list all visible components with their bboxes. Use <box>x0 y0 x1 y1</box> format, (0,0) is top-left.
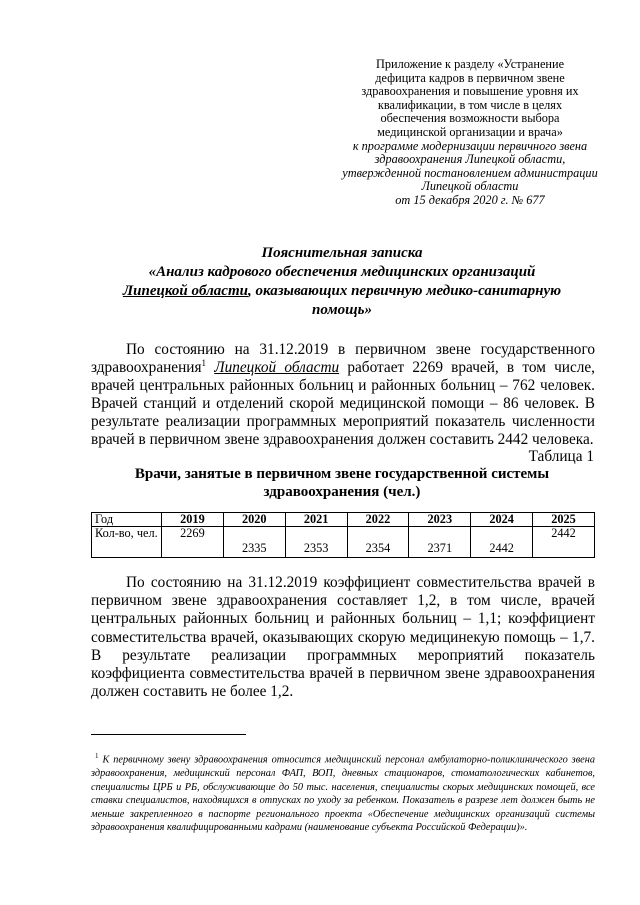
document-title <box>92 244 592 320</box>
title-line-4: помощь» <box>312 302 372 318</box>
paragraph-1-start: По состоянию на 31.12.2019 в первичном звене государственного здравоохранения <box>91 341 595 377</box>
value-cell: 2371 <box>409 527 471 558</box>
appendix-line: квалификации, в том числе в целях <box>377 97 563 112</box>
value-cell: 2354 <box>347 527 409 558</box>
appendix-line: дефицита кадров в первичном звене <box>375 70 565 85</box>
region-name: Липецкой области <box>214 359 340 377</box>
table-number: Таблица 1 <box>528 448 594 465</box>
appendix-plain-block <box>336 58 604 140</box>
header-cell: 2023 <box>409 513 471 527</box>
header-cell: 2020 <box>223 513 285 527</box>
table-header-row <box>92 513 595 527</box>
title-line-3-rest: , оказывающих первичную медико-санитарную <box>247 283 562 299</box>
title-region: Липецкой области <box>122 283 248 299</box>
title-line-3 <box>92 282 592 301</box>
table-title-line-2: здравоохранения (чел.) <box>263 484 421 500</box>
value-cell: 2353 <box>285 527 347 558</box>
value-cell: 2442 <box>471 527 533 558</box>
header-cell: 2024 <box>471 513 533 527</box>
appendix-heading <box>336 58 604 208</box>
table-title-line-1: Врачи, занятые в первичном звене государственной системы <box>134 466 550 482</box>
table-title <box>92 465 592 501</box>
paragraph-2: По состоянию на 31.12.2019 коэффициент совместительства врачей в первичном звене здравоохранения составляет 1,2, в том числе, врачей центральных районных больниц и районных больниц – 1,1; коэффициент совместительства врачей, оказывающих скорую медицинекую помощь – 1,7. В результате реализации программных мероприятий показатель коэффициента совместительства врачей в первичном звене здравоохранения должен составить не более 1,2. <box>91 574 595 701</box>
footnote-mark: 1 <box>95 752 99 760</box>
appendix-line: обеспечения возможности выбора <box>380 111 560 126</box>
paragraph-1-end: работает 2269 врачей, в том числе, врачей центральных районных больниц и районных больниц – 762 человек. Врачей станций и отделений скорой медицинской помощи – 86 человек. В результате реализации программных мероприятий показатель численности врачей в первичном звене здравоохранения должен составить 2442 человека. <box>91 359 596 449</box>
footnote-text: К первичному звену здравоохранения относится медицинский персонал амбулаторно-поликлинического звена здравоохранения, медицинский персонал ФАП, ВОП, дневных стационаров, стоматологических кабинетов, специалисты ЦРБ и РБ, обслуживающие до 50 тыс. населения, специалисты скорых медицинских помощей, все ставки специалистов, находящихся в отпусках по уходу за ребенком. Показатель в разрезе лет должен быть не меньше закрепленного в паспорте регионального проекта «Обеспечение медицинских организаций системы здравоохранения квалифицированными кадрами (наименование субъекта Российской Федерации)». <box>91 754 595 834</box>
value-cell: 2269 <box>162 527 224 558</box>
title-line-2: «Анализ кадрового обеспечения медицинских организаций <box>148 264 536 280</box>
appendix-italic-line: Липецкой области <box>421 179 519 194</box>
appendix-italic-line: утвержденной постановлением администрации <box>342 165 598 180</box>
value-cell: 2335 <box>223 527 285 558</box>
appendix-line: Приложение к разделу «Устранение <box>375 57 565 71</box>
row-label-cell: Кол-во, чел. <box>92 527 162 558</box>
title-line-1: Пояснительная записка <box>261 245 423 261</box>
appendix-italic-line: от 15 декабря 2020 г. № 677 <box>395 192 545 207</box>
header-cell: 2022 <box>347 513 409 527</box>
paragraph-1 <box>91 341 595 450</box>
header-cell: 2019 <box>162 513 224 527</box>
header-cell: 2025 <box>533 513 595 527</box>
appendix-italic-line: к программе модернизации первичного звена <box>352 138 588 153</box>
appendix-italic-block <box>336 140 604 208</box>
appendix-line: медицинской организации и врача» <box>377 124 563 139</box>
header-cell: Год <box>92 513 162 527</box>
value-cell: 2442 <box>533 527 595 558</box>
table-row <box>92 527 595 558</box>
footnote-separator <box>91 734 246 735</box>
footnote-ref[interactable]: 1 <box>201 358 206 368</box>
footnote <box>91 750 595 835</box>
doctors-table <box>91 512 595 558</box>
header-cell: 2021 <box>285 513 347 527</box>
appendix-italic-line: здравоохранения Липецкой области, <box>374 152 566 167</box>
appendix-line: здравоохранения и повышение уровня их <box>361 84 579 99</box>
